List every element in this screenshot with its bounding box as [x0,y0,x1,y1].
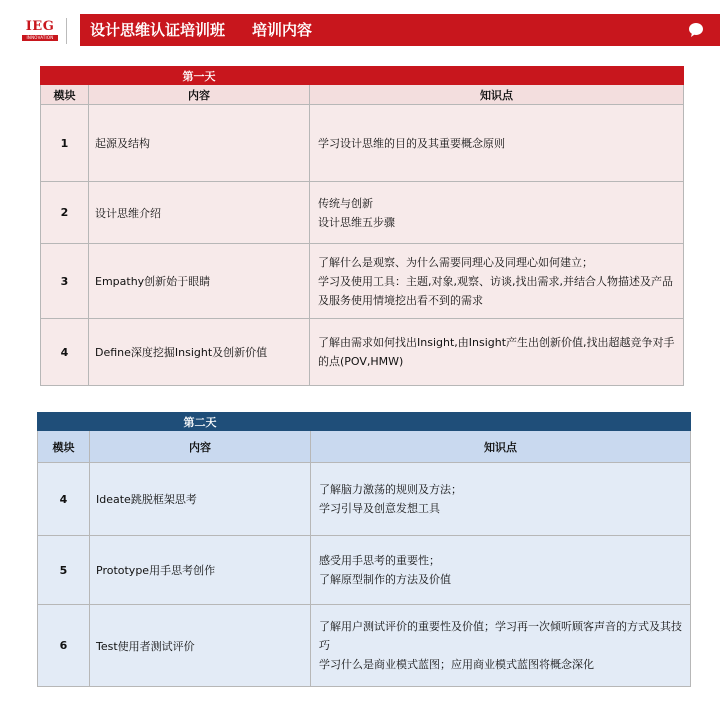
day2-title-blank [311,413,691,431]
point-text: 学习设计思维的目的及其重要概念原则 [318,136,505,150]
table-row [41,319,684,386]
module-points [311,536,691,605]
table-row [41,182,684,244]
day2-header-row [38,431,691,463]
day2-title-spacer [38,413,90,431]
point-text: 学习及使用工具：主题,对象,观察、访谈,找出需求,并结合人物描述及产品及服务使用情境挖出看不到的需求 [318,274,673,307]
ieg-logo [22,20,58,44]
point-text: 设计思维五步骤 [318,215,395,229]
module-content: 设计思维介绍 [89,182,310,244]
point-text: 了解脑力激荡的规则及方法； [319,483,462,496]
speech-bubble-icon [688,22,704,38]
point-text: 了解什么是观察、为什么需要同理心及同理心如何建立； [318,255,593,269]
module-content: Define深度挖掘Insight及创新价值 [89,319,310,386]
day1-module-header: 模块 [41,85,89,105]
page-title: 设计思维认证培训班 [90,21,226,39]
module-content: Empathy创新始于眼睛 [89,244,310,319]
module-points [310,319,684,386]
day1-title-blank [310,67,684,85]
page-subtitle: 培训内容 [252,21,313,39]
day1-title-spacer [41,67,89,85]
day2-points-header: 知识点 [311,431,691,463]
day2-label: 第二天 [90,413,311,431]
table-row [38,605,691,687]
table-row [41,244,684,319]
module-number: 2 [41,182,89,244]
logo-sub-text: INNOVATION [22,35,58,41]
point-text: 了解由需求如何找出Insight,由Insight产生出创新价值,找出超越竞争对手的点(POV,HMW) [318,336,675,368]
module-content: Test使用者测试评价 [90,605,311,687]
point-text: 学习什么是商业模式蓝图；应用商业模式蓝图将概念深化 [319,658,594,671]
table-row [38,536,691,605]
day1-schedule-table [40,66,684,386]
logo-text: IEG [25,19,55,34]
header-divider [66,18,67,44]
module-number: 4 [41,319,89,386]
day2-content-header: 内容 [90,431,311,463]
module-number: 3 [41,244,89,319]
day1-label: 第一天 [89,67,310,85]
table-row [41,105,684,182]
module-number: 6 [38,605,90,687]
point-text: 了解用户测试评价的重要性及价值；学习再一次倾听顾客声音的方式及其技巧 [319,620,682,652]
module-points [311,463,691,536]
module-points [310,105,684,182]
point-text: 感受用手思考的重要性； [319,554,440,567]
day2-schedule-table [37,412,691,687]
module-points [310,182,684,244]
point-text: 了解原型制作的方法及价值 [319,573,451,586]
module-number: 4 [38,463,90,536]
point-text: 传统与创新 [318,196,373,210]
day1-content-header: 内容 [89,85,310,105]
module-number: 5 [38,536,90,605]
module-content: Prototype用手思考创作 [90,536,311,605]
day2-module-header: 模块 [38,431,90,463]
day1-points-header: 知识点 [310,85,684,105]
day1-title-row [41,67,684,85]
module-points [311,605,691,687]
module-content: Ideate跳脱框架思考 [90,463,311,536]
table-row [38,463,691,536]
day1-header-row [41,85,684,105]
page-header [0,0,720,48]
day2-title-row [38,413,691,431]
module-points [310,244,684,319]
point-text: 学习引导及创意发想工具 [319,502,440,515]
module-content: 起源及结构 [89,105,310,182]
module-number: 1 [41,105,89,182]
